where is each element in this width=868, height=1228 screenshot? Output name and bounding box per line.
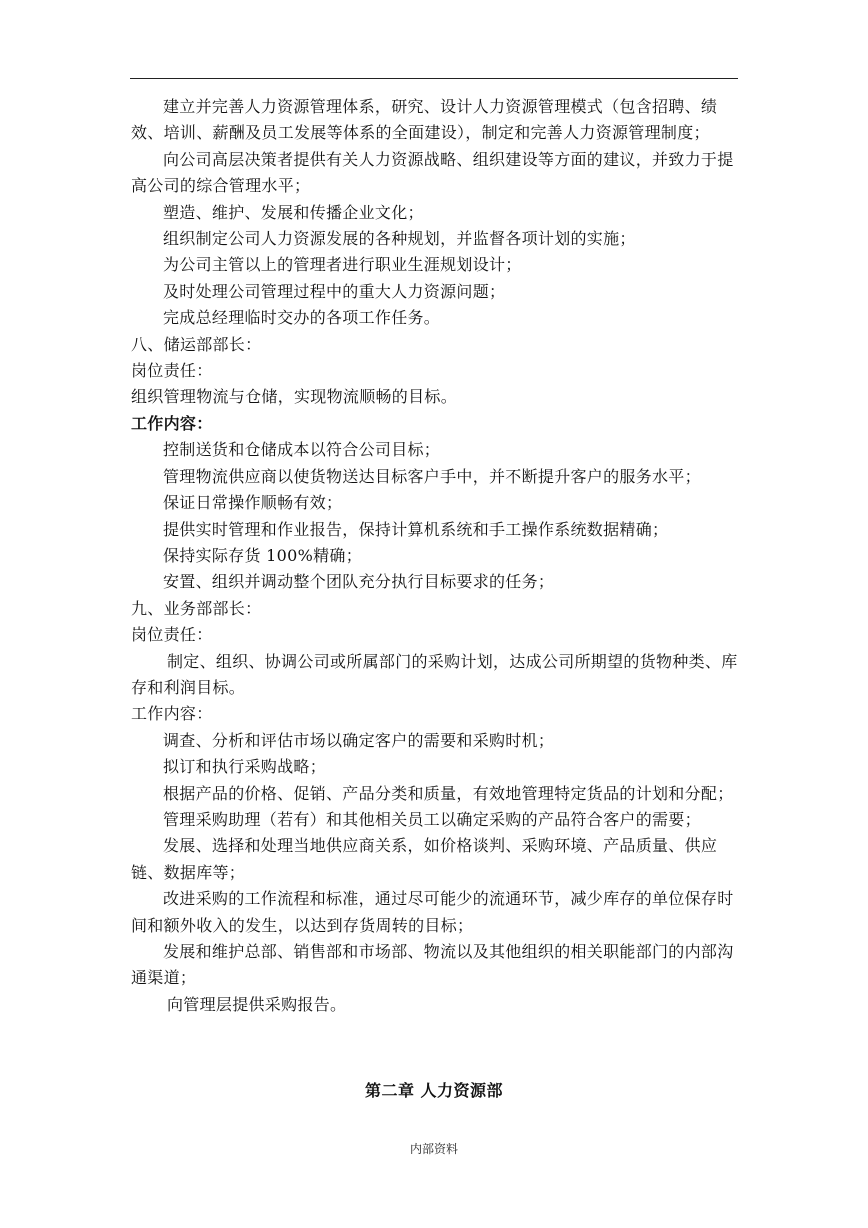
- paragraph: 发展和维护总部、销售部和市场部、物流以及其他组织的相关职能部门的内部沟通渠道；: [131, 942, 734, 988]
- paragraph: 管理物流供应商以使货物送达目标客户手中，并不断提升客户的服务水平；: [163, 466, 701, 486]
- body-text: [131, 94, 741, 1018]
- label-work-content: 工作内容：: [131, 413, 213, 433]
- section-heading-storage: 八、储运部部长：: [131, 334, 262, 354]
- paragraph: 组织制定公司人力资源发展的各种规划，并监督各项计划的实施；: [163, 229, 636, 249]
- paragraph: 提供实时管理和作业报告，保持计算机系统和手工操作系统数据精确；: [163, 519, 669, 539]
- paragraph: 发展、选择和处理当地供应商关系，如价格谈判、采购环境、产品质量、供应链、数据库等；: [131, 836, 718, 882]
- paragraph: 调查、分析和评估市场以确定客户的需要和采购时机；: [163, 730, 555, 750]
- paragraph: 建立并完善人力资源管理体系，研究、设计人力资源管理模式（包含招聘、绩效、培训、薪酬及员工发展等体系的全面建设），制定和完善人力资源管理制度；: [131, 97, 718, 143]
- label-responsibility: 岗位责任：: [131, 625, 213, 645]
- chapter-title: 第二章 人力资源部: [364, 1081, 504, 1100]
- paragraph: 控制送货和仓储成本以符合公司目标；: [163, 440, 441, 460]
- paragraph: 管理采购助理（若有）和其他相关员工以确定采购的产品符合客户的需要；: [163, 809, 701, 829]
- paragraph: 制定、组织、协调公司或所属部门的采购计划，达成公司所期望的货物种类、库存和利润目标。: [131, 651, 738, 697]
- paragraph: 拟订和执行采购战略；: [163, 757, 327, 777]
- paragraph: 完成总经理临时交办的各项工作任务。: [163, 308, 441, 328]
- header-rule: [130, 78, 738, 79]
- paragraph: 安置、组织并调动整个团队充分执行目标要求的任务；: [163, 572, 555, 592]
- paragraph: 改进采购的工作流程和标准，通过尽可能少的流通环节，减少库存的单位保存时间和额外收入的发生，以达到存货周转的目标；: [131, 889, 734, 935]
- paragraph: 根据产品的价格、促销、产品分类和质量，有效地管理特定货品的计划和分配；: [163, 783, 734, 803]
- paragraph: 组织管理物流与仓储，实现物流顺畅的目标。: [131, 387, 458, 407]
- paragraph: 向公司高层决策者提供有关人力资源战略、组织建设等方面的建议，并致力于提高公司的综合管理水平；: [131, 149, 734, 196]
- paragraph: 保持实际存货 100%精确；: [163, 545, 363, 565]
- paragraph: 塑造、维护、发展和传播企业文化；: [163, 202, 424, 222]
- paragraph: 保证日常操作顺畅有效；: [163, 493, 343, 513]
- paragraph: 向管理层提供采购报告。: [167, 994, 347, 1014]
- paragraph: 及时处理公司管理过程中的重大人力资源问题；: [163, 281, 506, 301]
- label-work-content: 工作内容：: [131, 704, 213, 724]
- paragraph: 为公司主管以上的管理者进行职业生涯规划设计；: [163, 255, 522, 275]
- section-heading-business: 九、业务部部长：: [131, 598, 262, 618]
- label-responsibility: 岗位责任：: [131, 361, 213, 381]
- page-footer: 内部资料: [409, 1142, 458, 1156]
